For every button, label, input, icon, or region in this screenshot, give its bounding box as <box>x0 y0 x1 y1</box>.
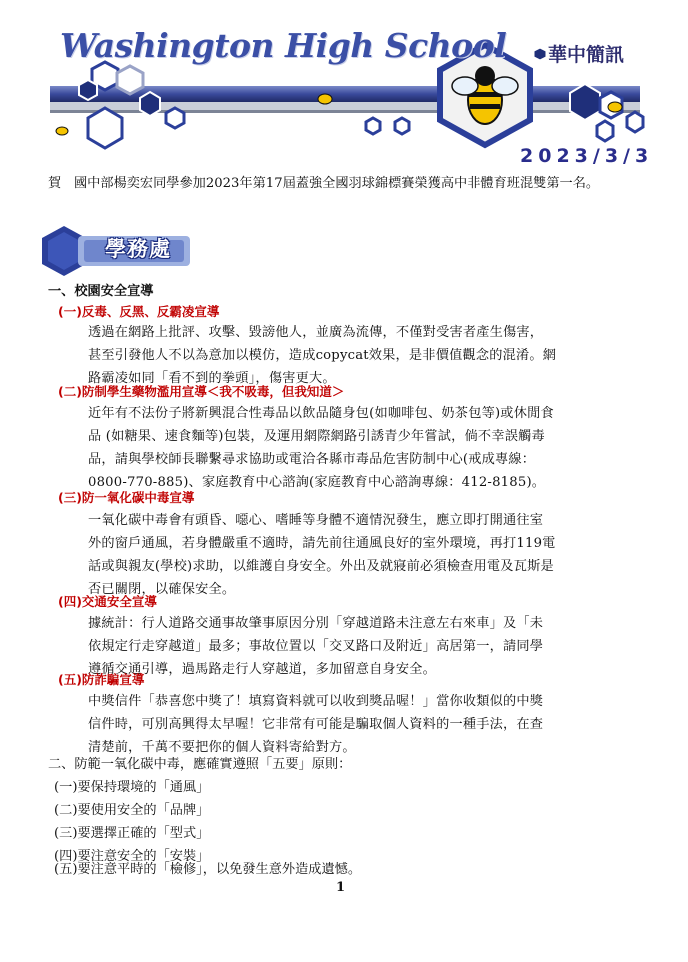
subsection-title: (一)反毒、反黑、反霸凌宣導 <box>58 304 220 319</box>
paragraph-line: 據統計：行人道路交通事故肇事原因分別「穿越道路未注意左右來車」及「未 <box>88 616 544 631</box>
paragraph-line: 中獎信件「恭喜您中獎了！填寫資料就可以收到獎品喔！」當你收類似的中獎 <box>88 694 544 709</box>
paragraph-line: 甚至引發他人不以為意加以模仿，造成copycat效果，是非價值觀念的混淆。網 <box>88 348 557 363</box>
paragraph-line: 品，請與學校師長聯繫尋求協助或電洽各縣市毒品危害防制中心(戒成專線： <box>88 452 536 467</box>
masthead <box>0 0 688 165</box>
subsection-title: (三)防一氧化碳中毒宣導 <box>58 490 195 505</box>
paragraph-line: 否已關閉，以確保安全。 <box>88 582 236 597</box>
section1-heading: 一、校園安全宣導 <box>48 284 154 299</box>
department-label: 學務處 <box>105 237 171 261</box>
list-item: (四)要注意安全的「安裝」 <box>54 849 210 864</box>
paragraph-line: 品 (如糖果、速食麵等)包裝，及運用網際網路引誘青少年嘗試，倘不幸誤觸毒 <box>88 429 545 444</box>
hexagon-decoration-icon <box>0 0 688 165</box>
subsection-title: (五)防詐騙宣導 <box>58 672 145 687</box>
paragraph-line: 0800-770-885)、家庭教育中心諮詢(家庭教育中心諮詢專線：412-8185)。 <box>88 475 546 490</box>
section2-heading: 二、防範一氧化碳中毒，應確實遵照「五要」原則： <box>48 757 352 772</box>
page-number: 1 <box>336 880 346 895</box>
congrats-notice <box>48 172 648 195</box>
list-item: (一)要保持環境的「通風」 <box>54 780 210 795</box>
paragraph-line: 近年有不法份子將新興混合性毒品以飲品隨身包(如咖啡包、奶茶包等)或休閒食 <box>88 406 554 421</box>
subsection-title: (四)交通安全宣導 <box>58 594 157 609</box>
paragraph-line: 路霸凌如同「看不到的拳頭」，傷害更大。 <box>88 371 336 386</box>
school-name-title: Washington High School <box>60 26 507 65</box>
list-item: (三)要選擇正確的「型式」 <box>54 826 210 841</box>
paragraph-line: 依規定行走穿越道」最多；事故位置以「交叉路口及附近」高居第一，請同學 <box>88 639 544 654</box>
congrats-mark: 賀 <box>48 176 62 191</box>
paragraph-line: 一氧化碳中毒會有頭昏、噁心、嗜睡等身體不適情況發生，應立即打開通往室 <box>88 513 544 528</box>
paragraph-line: 遵循交通引導，過馬路走行人穿越道，多加留意自身安全。 <box>88 662 437 677</box>
paragraph-line: 外的窗戶通風，若身體嚴重不適時，請先前往通風良好的室外環境，再打119電 <box>88 536 556 551</box>
newsletter-name: 華中簡訊 <box>548 44 625 66</box>
list-item: (二)要使用安全的「品牌」 <box>54 803 210 818</box>
paragraph-line: 信件時，可別高興得太早喔！它非常有可能是騙取個人資料的一種手法，在查 <box>88 717 544 732</box>
congrats-text: 國中部楊奕宏同學參加2023年第17屆蓋強全國羽球錦標賽榮獲高中非體育班混雙第一名。 <box>74 176 600 191</box>
list-item: (五)要注意平時的「檢修」，以免發生意外造成遺憾。 <box>54 862 362 877</box>
paragraph-line: 話或與親友(學校)求助，以維護自身安全。外出及就寢前必須檢查用電及瓦斯是 <box>88 559 554 574</box>
issue-date: 2023/3/3 <box>520 145 654 167</box>
paragraph-line: 透過在網路上批評、攻擊、毀謗他人，並廣為流傳，不僅對受害者產生傷害， <box>88 325 544 340</box>
subsection-title: (二)防制學生藥物濫用宣導＜我不吸毒，但我知道＞ <box>58 384 345 399</box>
paragraph-line: 清楚前，千萬不要把你的個人資料寄給對方。 <box>88 740 356 755</box>
